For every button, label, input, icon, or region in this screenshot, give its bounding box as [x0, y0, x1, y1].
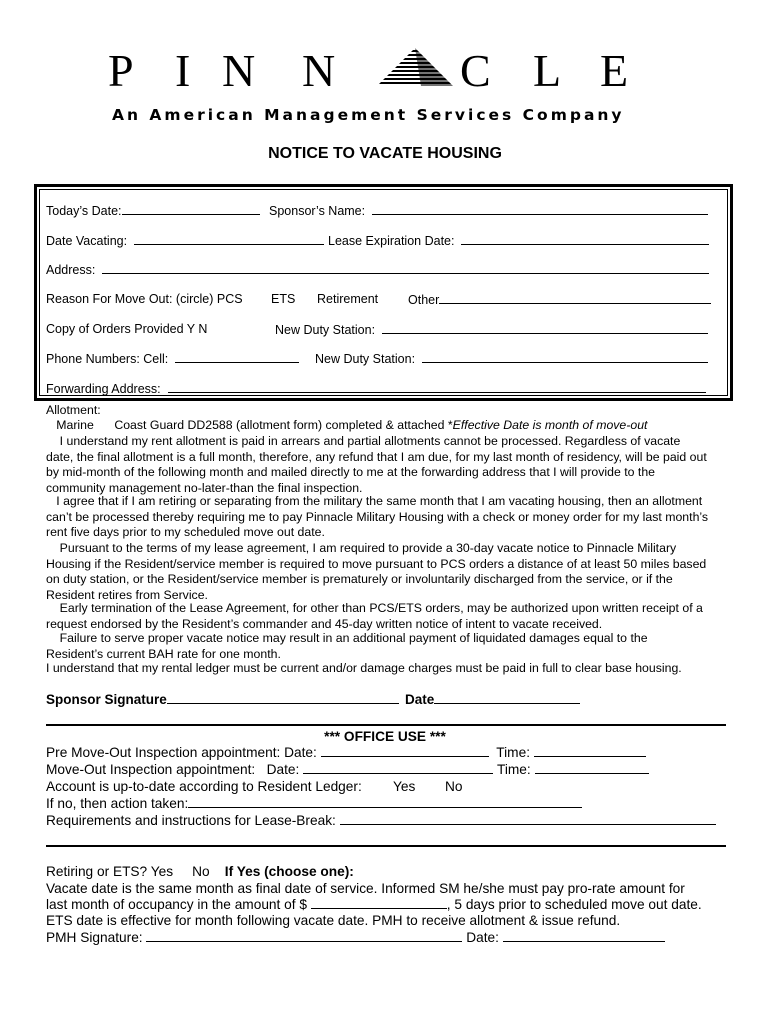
sponsor-name-row: [269, 203, 708, 218]
allotment-line: [46, 418, 647, 434]
address-label: Address:: [46, 263, 96, 277]
copy-orders-label: Copy of Orders Provided Y N: [46, 322, 208, 336]
divider: [46, 845, 726, 847]
paragraph-allotment: [46, 434, 707, 496]
reason-other-row: [408, 292, 711, 307]
pmh-date-label: Date:: [466, 930, 499, 945]
lease-expiration-row: [328, 233, 709, 248]
copy-orders-row: [46, 322, 207, 336]
sponsor-signature-field[interactable]: [167, 692, 399, 704]
phone-cell-field[interactable]: [175, 351, 299, 363]
address-row: [46, 262, 709, 277]
reason-label: Reason For Move Out: (circle) PCS: [46, 292, 243, 306]
allotment-label: Allotment:: [46, 403, 101, 417]
text-line: Failure to serve proper vacate notice may result in an additional payment of liquidated damages equal to the: [46, 631, 648, 645]
allotment-effective-note: Effective Date is month of move-out: [452, 418, 648, 432]
new-duty-station2-field[interactable]: [422, 351, 708, 363]
divider: [46, 724, 726, 726]
pre-move-row: [46, 745, 646, 760]
text-line: rent five days prior to my scheduled move out date.: [46, 525, 325, 539]
logo-letter: L: [533, 45, 562, 96]
move-out-time-field[interactable]: [535, 762, 649, 774]
new-duty-station-label: New Duty Station:: [275, 323, 376, 337]
vacate-line-2: [46, 897, 702, 912]
sponsor-name-label: Sponsor’s Name:: [269, 204, 366, 218]
move-out-time-label: Time:: [496, 762, 531, 777]
reason-row: [46, 292, 243, 306]
paragraph-early-termination: [46, 601, 703, 632]
logo-letter: I: [175, 45, 191, 96]
sponsor-name-field[interactable]: [372, 203, 708, 215]
forwarding-row: [46, 381, 706, 396]
action-taken-row: [46, 796, 582, 811]
forwarding-field[interactable]: [168, 381, 706, 393]
reason-other-field[interactable]: [439, 292, 711, 304]
text-line: by mid-month of the following month and mailed directly to me at the forwarding address that I will provide to the: [46, 465, 656, 479]
new-duty-station2-row: [315, 351, 708, 366]
pmh-date-field[interactable]: [503, 930, 665, 942]
allotment-options: Marine Coast Guard DD2588 (allotment form) completed & attached *: [46, 418, 453, 432]
text-line: Resident’s current BAH rate for one month.: [46, 646, 281, 661]
phone-cell-label: Phone Numbers: Cell:: [46, 352, 169, 366]
phone-row: [46, 351, 299, 366]
pinnacle-triangle-icon: [375, 46, 455, 88]
pre-move-label: Pre Move-Out Inspection appointment: Date:: [46, 745, 317, 760]
pmh-signature-row: [46, 930, 665, 945]
text-line: can’t be processed thereby requiring me to pay Pinnacle Military Housing with a check or money order for my last month’s: [46, 509, 709, 524]
account-label: Account is up-to-date according to Resident Ledger:: [46, 779, 362, 794]
logo-letter: P: [108, 45, 134, 96]
retiring-label: Retiring or ETS? Yes No: [46, 864, 210, 879]
paragraph-retiring: [46, 494, 708, 541]
page-title: NOTICE TO VACATE HOUSING: [268, 145, 502, 162]
move-out-label: Move-Out Inspection appointment: Date:: [46, 762, 300, 777]
requirements-label: Requirements and instructions for Lease-Break:: [46, 813, 336, 828]
requirements-row: [46, 813, 716, 828]
new-duty-station2-label: New Duty Station:: [315, 352, 416, 366]
todays-date-row: [46, 203, 260, 218]
reason-retirement[interactable]: Retirement: [317, 292, 379, 306]
text-line: community management no-later-than the final inspection.: [46, 480, 363, 495]
vacate-amount-label: last month of occupancy in the amount of $: [46, 897, 307, 912]
pre-move-date-field[interactable]: [321, 745, 489, 757]
paragraph-lease-terms: [46, 541, 706, 603]
new-duty-station-row: [275, 322, 708, 337]
pmh-signature-field[interactable]: [146, 930, 462, 942]
ets-line: ETS date is effective for month following vacate date. PMH to receive allotment & issue refund.: [46, 913, 621, 928]
text-line: Housing if the Resident/service member is required to move pursuant to PCS orders a distance of at least 50 miles based: [46, 556, 707, 571]
move-out-row: [46, 762, 649, 777]
sponsor-signature-row: [46, 692, 399, 707]
account-yes[interactable]: Yes: [393, 779, 416, 794]
todays-date-field[interactable]: [122, 203, 260, 215]
signature-date-row: [405, 692, 580, 707]
sponsor-signature-label: Sponsor Signature: [46, 692, 167, 707]
text-line: I understand my rent allotment is paid in arrears and partial allotments cannot be processed. Regardless of vacate: [46, 434, 681, 448]
text-line: Pursuant to the terms of my lease agreement, I am required to provide a 30-day vacate notice to Pinnacle Military: [46, 541, 677, 555]
text-line: date, the final allotment is a full month, therefore, any refund that I am due, for my last month of residency, will be paid out: [46, 449, 707, 464]
reason-ets[interactable]: ETS: [271, 292, 296, 306]
retiring-row: [46, 864, 354, 879]
logo-tagline: An American Management Services Company: [112, 106, 625, 124]
paragraph-ledger: I understand that my rental ledger must be current and/or damage charges must be paid in full to clear base housing.: [46, 661, 682, 675]
logo-letter: C: [460, 45, 491, 96]
account-no[interactable]: No: [445, 779, 463, 794]
lease-expiration-field[interactable]: [461, 233, 709, 245]
date-vacating-row: [46, 233, 324, 248]
text-line: request endorsed by the Resident’s commander and 45-day written notice of intent to vacate received.: [46, 616, 603, 631]
lease-expiration-label: Lease Expiration Date:: [328, 234, 455, 248]
reason-other[interactable]: Other: [408, 293, 440, 307]
signature-date-label: Date: [405, 692, 435, 707]
pmh-signature-label: PMH Signature:: [46, 930, 143, 945]
address-field[interactable]: [102, 262, 709, 274]
text-line: I agree that if I am retiring or separating from the military the same month that I am vacating housing, then an allotment: [46, 494, 703, 508]
date-vacating-label: Date Vacating:: [46, 234, 128, 248]
todays-date-label: Today’s Date:: [46, 204, 122, 218]
signature-date-field[interactable]: [434, 692, 580, 704]
vacate-line-1: Vacate date is the same month as final date of service. Informed SM he/she must pay pro-rate amount for: [46, 881, 685, 896]
text-line: on duty station, or the Resident/service member is prematurely or involuntarily discharged from the service, or if the: [46, 572, 673, 586]
move-out-date-field[interactable]: [303, 762, 493, 774]
forwarding-label: Forwarding Address:: [46, 382, 161, 396]
office-use-header: *** OFFICE USE ***: [324, 729, 446, 744]
action-taken-label: If no, then action taken:: [46, 796, 189, 811]
text-line: Resident retires from Service.: [46, 587, 208, 602]
action-taken-field[interactable]: [188, 796, 582, 808]
text-line: Early termination of the Lease Agreement, for other than PCS/ETS orders, may be authorized upon written receipt of a: [46, 601, 703, 615]
requirements-field[interactable]: [340, 813, 716, 825]
date-vacating-field[interactable]: [134, 233, 324, 245]
vacate-amount-field[interactable]: [311, 897, 447, 909]
if-yes-label: If Yes (choose one):: [224, 864, 354, 879]
new-duty-station-field[interactable]: [382, 322, 708, 334]
account-row: [46, 779, 362, 794]
logo-letter: E: [600, 45, 629, 96]
pre-move-time-label: Time:: [496, 745, 530, 760]
logo-letter: N: [302, 45, 336, 96]
paragraph-failure: [46, 631, 648, 662]
logo-letter: N: [222, 45, 256, 96]
pre-move-time-field[interactable]: [534, 745, 646, 757]
vacate-amount-suffix: , 5 days prior to scheduled move out date.: [446, 897, 702, 912]
